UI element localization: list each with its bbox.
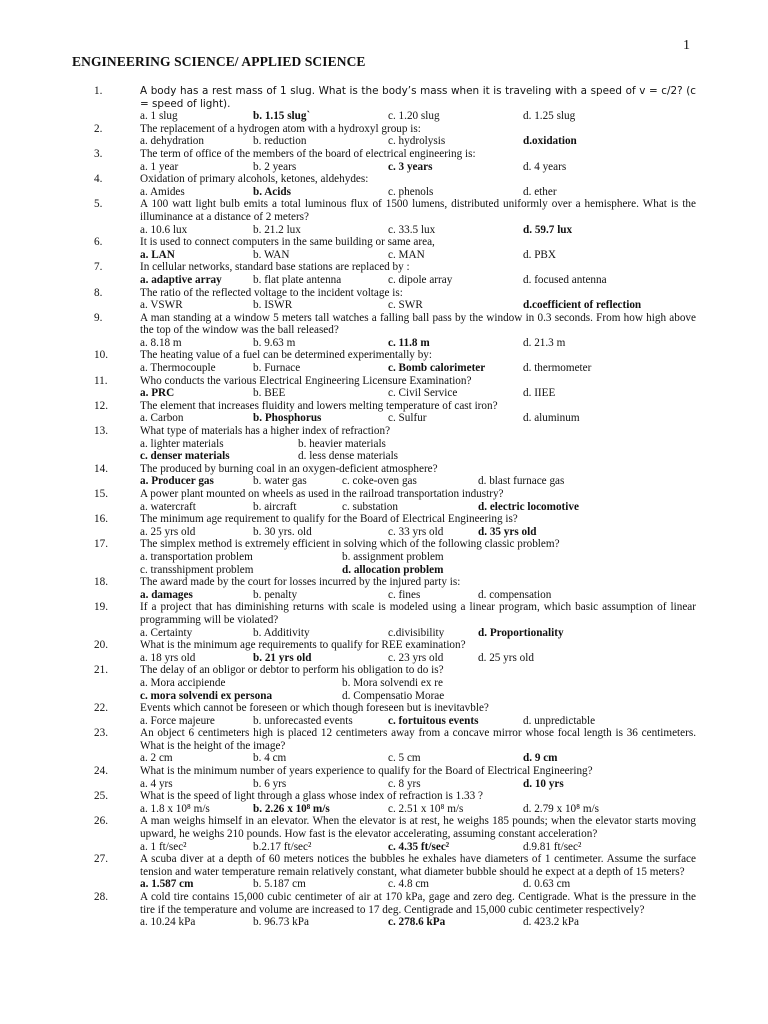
question-item bbox=[0, 173, 768, 198]
question-text: A 100 watt light bulb emits a total luminous flux of 1500 lumens, distributed uniformly over a hemisphere. What is the illuminance at a distance of 2 meters? bbox=[140, 198, 696, 223]
answer-options-row bbox=[0, 501, 768, 514]
answer-option: d. focused antenna bbox=[523, 273, 607, 286]
question-text: The element that increases fluidity and lowers melting temperature of cast iron? bbox=[140, 399, 498, 412]
correct-answer-option: a. damages bbox=[140, 588, 193, 601]
answer-options-row bbox=[0, 135, 768, 148]
answer-option: b. WAN bbox=[253, 248, 290, 261]
question-item bbox=[0, 815, 768, 853]
question-text: Events which cannot be foreseen or which though foreseen but is inevitavble? bbox=[140, 702, 489, 715]
question-item bbox=[0, 261, 768, 286]
answer-option: d. less dense materials bbox=[298, 450, 399, 463]
question-number: 3. bbox=[94, 147, 103, 160]
answer-option: c. 2.51 x 10⁸ m/s bbox=[388, 802, 464, 815]
answer-option: a. 1 ft/sec² bbox=[140, 840, 187, 853]
question-number: 11. bbox=[94, 374, 108, 387]
question-item bbox=[0, 538, 768, 576]
correct-answer-option: a. Producer gas bbox=[140, 475, 214, 488]
answer-option: d. thermometer bbox=[523, 362, 592, 375]
question-item bbox=[0, 488, 768, 513]
answer-option: a. transportation problem bbox=[140, 550, 253, 563]
answer-option: c. Civil Service bbox=[388, 387, 458, 400]
answer-option: d.9.81 ft/sec² bbox=[523, 840, 582, 853]
question-number: 4. bbox=[94, 173, 103, 186]
answer-options-row bbox=[0, 274, 768, 287]
answer-option: d. aluminum bbox=[523, 412, 580, 425]
question-text: The simplex method is extremely efficient in solving which of the following classic problem? bbox=[140, 538, 560, 551]
answer-option: d. 2.79 x 10⁸ m/s bbox=[523, 802, 600, 815]
question-text: The ratio of the reflected voltage to the incident voltage is: bbox=[140, 286, 403, 299]
answer-option: a. Mora accipiende bbox=[140, 676, 226, 689]
answer-options-row bbox=[0, 627, 768, 640]
question-number: 7. bbox=[94, 261, 103, 274]
answer-option: b. aircraft bbox=[253, 500, 297, 513]
question-number: 2. bbox=[94, 122, 103, 135]
question-number: 12. bbox=[94, 399, 108, 412]
answer-option: c. coke-oven gas bbox=[342, 475, 417, 488]
correct-answer-option: c. Bomb calorimeter bbox=[388, 362, 486, 375]
question-number: 23. bbox=[94, 727, 108, 740]
answer-option: d. 4 years bbox=[523, 160, 567, 173]
answer-option: c. dipole array bbox=[388, 273, 453, 286]
question-number: 18. bbox=[94, 576, 108, 589]
question-text: The minimum age requirement to qualify for the Board of Electrical Engineering is? bbox=[140, 513, 518, 526]
question-text: The delay of an obligor or debtor to perform his obligation to do is? bbox=[140, 664, 444, 677]
question-number: 13. bbox=[94, 425, 108, 438]
question-item bbox=[0, 425, 768, 463]
answer-options-row bbox=[0, 299, 768, 312]
answer-option: c. substation bbox=[342, 500, 398, 513]
question-text: The produced by burning coal in an oxygen-deficient atmosphere? bbox=[140, 462, 438, 475]
answer-option: d. ether bbox=[523, 185, 557, 198]
question-item bbox=[0, 463, 768, 488]
answer-option: c. transshipment problem bbox=[140, 563, 254, 576]
question-item bbox=[0, 664, 768, 702]
answer-option: a. 8.18 m bbox=[140, 336, 182, 349]
question-item bbox=[0, 349, 768, 374]
question-number: 9. bbox=[94, 311, 103, 324]
answer-options-row bbox=[0, 224, 768, 237]
question-number: 15. bbox=[94, 488, 108, 500]
question-number: 16. bbox=[94, 513, 108, 526]
answer-option: c. 4.8 cm bbox=[388, 878, 430, 891]
answer-options-row bbox=[0, 186, 768, 199]
answer-option: b. unforecasted events bbox=[253, 714, 353, 727]
correct-answer-option: d. Proportionality bbox=[478, 626, 564, 639]
question-text: A power plant mounted on wheels as used in the railroad transportation industry? bbox=[140, 488, 504, 500]
answer-option: d. 1.25 slug bbox=[523, 110, 576, 123]
correct-answer-option: c. 11.8 m bbox=[388, 336, 430, 349]
answer-option: a. watercraft bbox=[140, 500, 196, 513]
correct-answer-option: d. 35 yrs old bbox=[478, 525, 537, 538]
correct-answer-option: d. 10 yrs bbox=[523, 777, 564, 790]
correct-answer-option: d. allocation problem bbox=[342, 563, 444, 576]
answer-options-row bbox=[0, 412, 768, 425]
answer-option: c. 23 yrs old bbox=[388, 651, 444, 664]
question-item bbox=[0, 400, 768, 425]
answer-option: a. Certainty bbox=[140, 626, 193, 639]
answer-options-row bbox=[0, 110, 768, 123]
answer-option: a. VSWR bbox=[140, 299, 183, 312]
answer-option: d. IIEE bbox=[523, 387, 556, 400]
question-item bbox=[0, 601, 768, 639]
correct-answer-option: d.coefficient of reflection bbox=[523, 299, 642, 312]
answer-options-row bbox=[0, 450, 768, 463]
question-text: What is the minimum number of years experience to qualify for the Board of Electrical Engineering? bbox=[140, 765, 593, 778]
answer-option: a. 1 year bbox=[140, 160, 179, 173]
question-item bbox=[0, 236, 768, 261]
correct-answer-option: d. 9 cm bbox=[523, 752, 558, 765]
question-item bbox=[0, 639, 768, 664]
correct-answer-option: b. 1.15 slug` bbox=[253, 110, 311, 123]
answer-option: c. phenols bbox=[388, 185, 434, 198]
answer-options-row bbox=[0, 249, 768, 262]
answer-option: c. hydrolysis bbox=[388, 135, 446, 148]
answer-option: b. assignment problem bbox=[342, 550, 444, 563]
answer-options-row bbox=[0, 526, 768, 539]
question-item bbox=[0, 287, 768, 312]
answer-option: d. unpredictable bbox=[523, 714, 596, 727]
answer-options-row bbox=[0, 778, 768, 791]
question-text: The term of office of the members of the board of electrical engineering is: bbox=[140, 147, 476, 160]
answer-options-row bbox=[0, 803, 768, 816]
correct-answer-option: b. 21 yrs old bbox=[253, 651, 312, 664]
correct-answer-option: b. Phosphorus bbox=[253, 412, 322, 425]
question-text: A man standing at a window 5 meters tall watches a falling ball pass by the window in 0.3 seconds. From how high above the top of the window was the ball released? bbox=[140, 311, 696, 337]
correct-answer-option: c. fortuitous events bbox=[388, 714, 479, 727]
answer-option: c.divisibility bbox=[388, 626, 445, 639]
answer-option: b. penalty bbox=[253, 588, 298, 601]
question-number: 24. bbox=[94, 765, 108, 778]
question-number: 26. bbox=[94, 815, 108, 828]
question-item bbox=[0, 765, 768, 790]
question-text: The replacement of a hydrogen atom with a hydroxyl group is: bbox=[140, 122, 421, 135]
answer-option: b. 6 yrs bbox=[253, 777, 287, 790]
answer-option: b. 96.73 kPa bbox=[253, 916, 309, 929]
correct-answer-option: d. 59.7 lux bbox=[523, 223, 573, 236]
answer-option: a. Force majeure bbox=[140, 714, 215, 727]
answer-option: a. 25 yrs old bbox=[140, 525, 196, 538]
correct-answer-option: a. adaptive array bbox=[140, 273, 222, 286]
question-number: 27. bbox=[94, 853, 108, 866]
correct-answer-option: c. denser materials bbox=[140, 450, 230, 463]
answer-options-row bbox=[0, 589, 768, 602]
answer-options-row bbox=[0, 438, 768, 451]
answer-option: b.2.17 ft/sec² bbox=[253, 840, 312, 853]
document-title: ENGINEERING SCIENCE/ APPLIED SCIENCE bbox=[72, 54, 366, 69]
question-number: 25. bbox=[94, 790, 108, 803]
answer-option: d. Compensatio Morae bbox=[342, 689, 445, 702]
question-item bbox=[0, 513, 768, 538]
correct-answer-option: a. PRC bbox=[140, 387, 175, 400]
answer-options-row bbox=[0, 362, 768, 375]
correct-answer-option: d. electric locomotive bbox=[478, 500, 579, 513]
question-text: A man weighs himself in an elevator. When the elevator is at rest, he weighs 185 pounds; when the elevator starts moving upward, he weighs 210 pounds. How fast is the elevator accelerating, assuming constant acceleration? bbox=[140, 815, 696, 841]
answer-option: b. Furnace bbox=[253, 362, 301, 375]
answer-options-row bbox=[0, 337, 768, 350]
correct-answer-option: a. 1.587 cm bbox=[140, 878, 194, 891]
question-item bbox=[0, 853, 768, 891]
correct-answer-option: c. 3 years bbox=[388, 160, 433, 173]
question-text: What is the speed of light through a glass whose index of refraction is 1.33 ? bbox=[140, 790, 483, 803]
page-number: 1 bbox=[683, 38, 690, 53]
question-item bbox=[0, 727, 768, 765]
answer-options-row bbox=[0, 551, 768, 564]
question-item bbox=[0, 375, 768, 400]
answer-option: b. heavier materials bbox=[298, 437, 386, 450]
answer-option: c. 33.5 lux bbox=[388, 223, 436, 236]
question-number: 19. bbox=[94, 601, 108, 614]
answer-option: d. 25 yrs old bbox=[478, 651, 534, 664]
answer-option: d. 423.2 kPa bbox=[523, 916, 579, 929]
question-item bbox=[0, 123, 768, 148]
answer-option: b. 5.187 cm bbox=[253, 878, 306, 891]
question-number: 21. bbox=[94, 664, 108, 677]
answer-option: a. dehydration bbox=[140, 135, 204, 148]
answer-options-row bbox=[0, 652, 768, 665]
answer-option: a. 4 yrs bbox=[140, 777, 173, 790]
question-number: 8. bbox=[94, 286, 103, 299]
answer-option: a. 2 cm bbox=[140, 752, 173, 765]
answer-option: d. 21.3 m bbox=[523, 336, 566, 349]
answer-option: b. reduction bbox=[253, 135, 307, 148]
question-number: 5. bbox=[94, 198, 103, 211]
question-text: A cold tire contains 15,000 cubic centimeter of air at 170 kPa, gage and zero deg. Centigrade. What is the pressure in the tire if the temperature and volume are increased to 17 deg. Centigrade and 15,000 cubic centimeter respectively? bbox=[140, 891, 696, 916]
answer-option: c. 8 yrs bbox=[388, 777, 421, 790]
question-number: 6. bbox=[94, 236, 103, 249]
question-text: An object 6 centimeters high is placed 12 centimeters away from a concave mirror whose focal length is 36 centimeters. What is the height of the image? bbox=[140, 727, 696, 752]
answer-options-row bbox=[0, 715, 768, 728]
question-number: 10. bbox=[94, 349, 108, 362]
answer-option: b. 4 cm bbox=[253, 752, 287, 765]
answer-option: a. lighter materials bbox=[140, 437, 224, 450]
answer-option: b. Additivity bbox=[253, 626, 310, 639]
question-number: 22. bbox=[94, 702, 108, 715]
question-number: 28. bbox=[94, 891, 108, 903]
correct-answer-option: b. 2.26 x 10⁸ m/s bbox=[253, 802, 330, 815]
answer-option: c. fines bbox=[388, 588, 421, 601]
question-text: The award made by the court for losses incurred by the injured party is: bbox=[140, 576, 461, 589]
answer-options-row bbox=[0, 564, 768, 577]
answer-option: b. 30 yrs. old bbox=[253, 525, 312, 538]
answer-options-row bbox=[0, 475, 768, 488]
question-item bbox=[0, 790, 768, 815]
answer-option: b. flat plate antenna bbox=[253, 273, 342, 286]
question-item bbox=[0, 198, 768, 236]
question-number: 17. bbox=[94, 538, 108, 551]
answer-option: c. 1.20 slug bbox=[388, 110, 440, 123]
answer-option: c. Sulfur bbox=[388, 412, 427, 425]
correct-answer-option: a. LAN bbox=[140, 248, 175, 261]
answer-option: b. 2 years bbox=[253, 160, 297, 173]
answer-option: a. Carbon bbox=[140, 412, 184, 425]
question-text: If a project that has diminishing returns with scale is modeled using a linear program, which basic assumption of linear programming will be violated? bbox=[140, 601, 696, 626]
answer-option: a. 18 yrs old bbox=[140, 651, 196, 664]
correct-answer-option: d.oxidation bbox=[523, 135, 577, 148]
answer-option: a. Amides bbox=[140, 185, 185, 198]
answer-option: b. 9.63 m bbox=[253, 336, 296, 349]
question-item bbox=[0, 312, 768, 350]
question-text: Who conducts the various Electrical Engineering Licensure Examination? bbox=[140, 374, 472, 387]
answer-option: a. Thermocouple bbox=[140, 362, 216, 375]
answer-option: c. SWR bbox=[388, 299, 423, 312]
answer-option: c. 5 cm bbox=[388, 752, 421, 765]
answer-options-row bbox=[0, 387, 768, 400]
answer-options-row bbox=[0, 690, 768, 703]
correct-answer-option: b. Acids bbox=[253, 185, 291, 198]
answer-option: a. 1 slug bbox=[140, 110, 178, 123]
answer-option: b. water gas bbox=[253, 475, 307, 488]
answer-options-row bbox=[0, 841, 768, 854]
answer-option: c. 33 yrs old bbox=[388, 525, 444, 538]
answer-option: b. BEE bbox=[253, 387, 286, 400]
answer-options-row bbox=[0, 161, 768, 174]
answer-option: a. 1.8 x 10⁸ m/s bbox=[140, 802, 210, 815]
question-text: What is the minimum age requirements to qualify for REE examination? bbox=[140, 639, 466, 652]
answer-option: d. 0.63 cm bbox=[523, 878, 571, 891]
question-text: A body has a rest mass of 1 slug. What is the body’s mass when it is traveling with a speed of v = c/2? (c = speed of light). bbox=[140, 85, 696, 110]
answer-option: b. 21.2 lux bbox=[253, 223, 301, 236]
correct-answer-option: c. 278.6 kPa bbox=[388, 916, 446, 929]
answer-option: a. 10.6 lux bbox=[140, 223, 188, 236]
question-text: Oxidation of primary alcohols, ketones, aldehydes: bbox=[140, 173, 369, 186]
answer-options-row bbox=[0, 677, 768, 690]
answer-options-row bbox=[0, 916, 768, 929]
answer-option: d. blast furnace gas bbox=[478, 475, 565, 488]
question-text: It is used to connect computers in the same building or same area, bbox=[140, 236, 435, 249]
answer-option: b. ISWR bbox=[253, 299, 293, 312]
answer-option: c. MAN bbox=[388, 248, 425, 261]
answer-option: d. compensation bbox=[478, 588, 552, 601]
question-item bbox=[0, 85, 768, 123]
question-item bbox=[0, 891, 768, 929]
question-item bbox=[0, 576, 768, 601]
question-list bbox=[0, 85, 768, 929]
correct-answer-option: c. mora solvendi ex persona bbox=[140, 689, 273, 702]
question-number: 1. bbox=[94, 85, 103, 97]
question-text: The heating value of a fuel can be determined experimentally by: bbox=[140, 349, 432, 362]
question-item bbox=[0, 148, 768, 173]
question-text: In cellular networks, standard base stations are replaced by : bbox=[140, 261, 410, 274]
answer-options-row bbox=[0, 878, 768, 891]
question-item bbox=[0, 702, 768, 727]
answer-options-row bbox=[0, 752, 768, 765]
question-number: 20. bbox=[94, 639, 108, 652]
answer-option: b. Mora solvendi ex re bbox=[342, 676, 443, 689]
correct-answer-option: c. 4.35 ft/sec² bbox=[388, 840, 450, 853]
answer-option: a. 10.24 kPa bbox=[140, 916, 196, 929]
answer-option: d. PBX bbox=[523, 248, 556, 261]
question-text: A scuba diver at a depth of 60 meters notices the bubbles he exhales have diameters of 1 centimeter. Assume the surface tension and water temperature remain relatively constant, what diameter bubble should he expect at a depth of 15 meters? bbox=[140, 853, 696, 878]
question-number: 14. bbox=[94, 462, 108, 475]
question-text: What type of materials has a higher index of refraction? bbox=[140, 425, 391, 438]
